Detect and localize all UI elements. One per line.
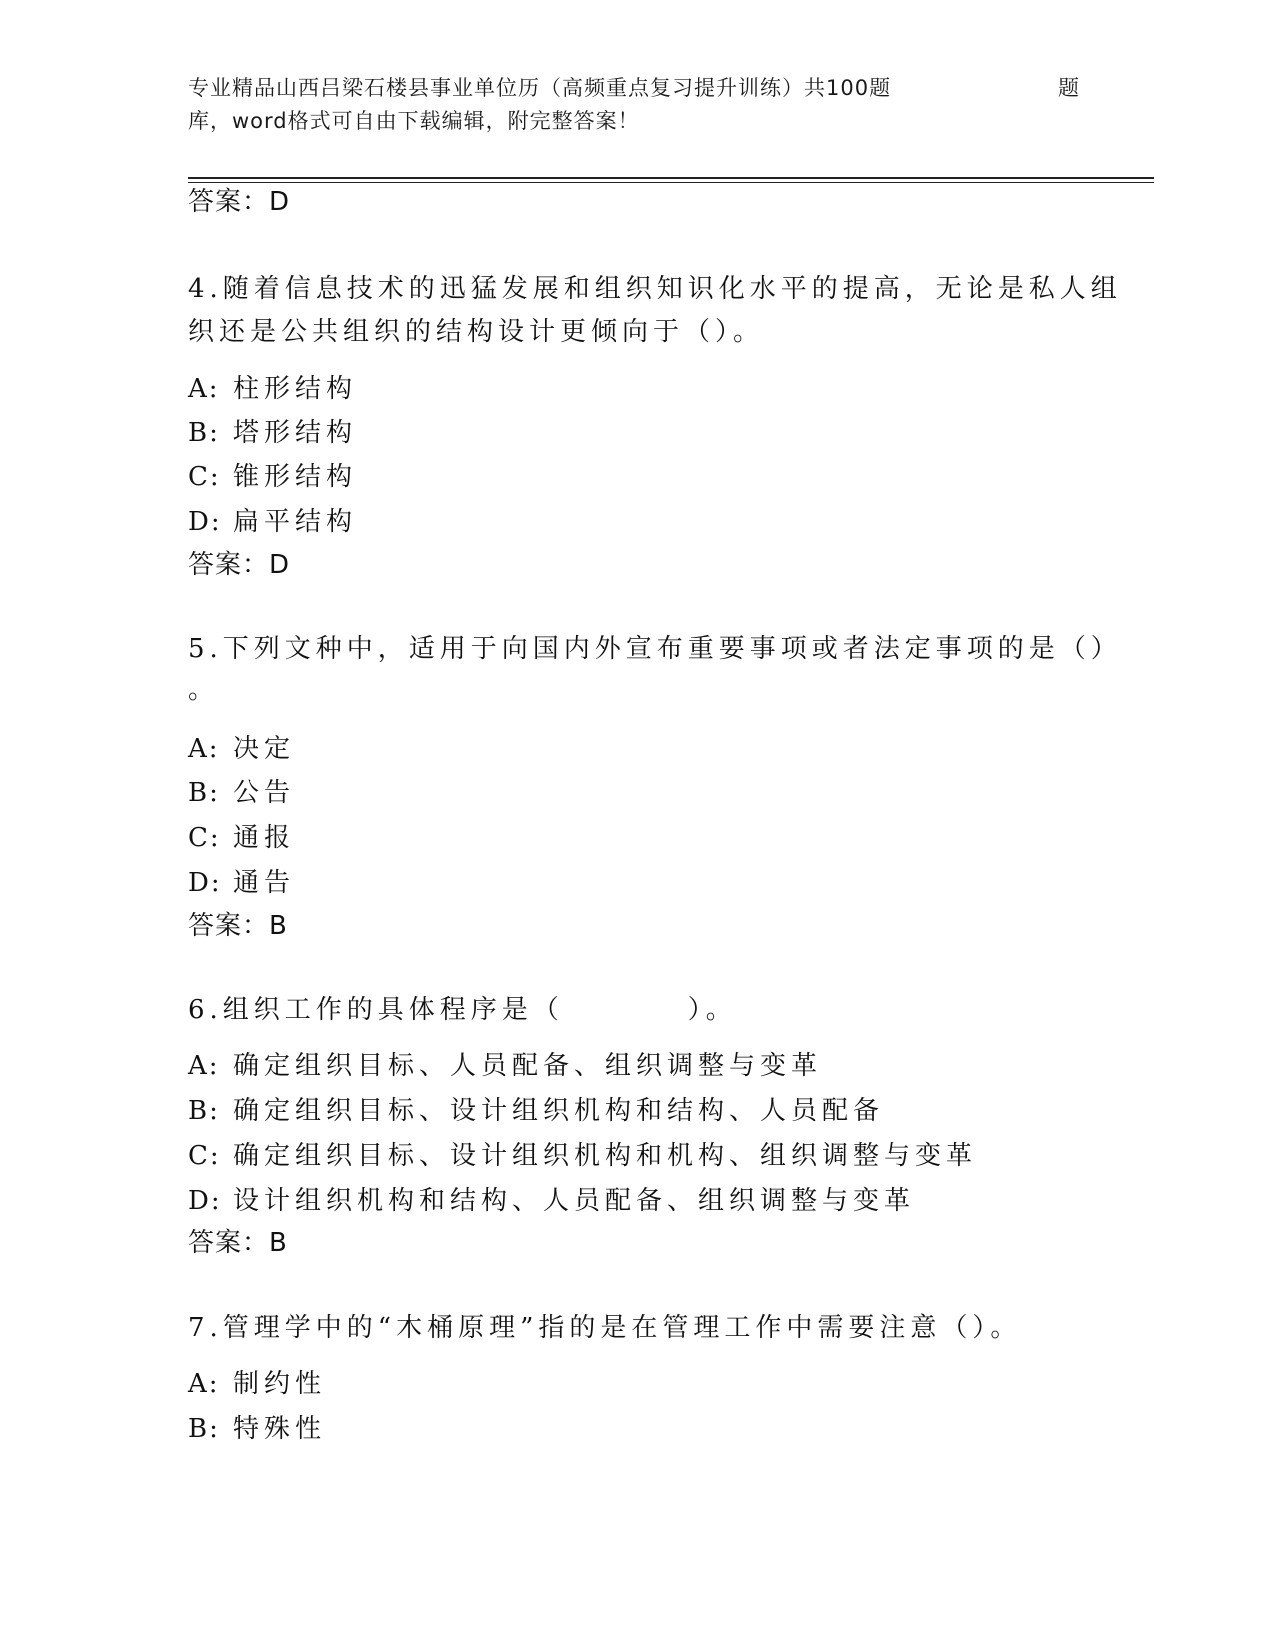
option-letter: A: xyxy=(188,1051,220,1081)
header-rule-thin xyxy=(188,182,1154,183)
option-text: 塔形结构 xyxy=(233,418,358,448)
option-letter: C: xyxy=(188,823,221,853)
option-letter: A: xyxy=(188,1369,220,1399)
option-text: 柱形结构 xyxy=(233,374,358,404)
option-letter: C: xyxy=(188,1141,221,1171)
question-6-option-c xyxy=(188,1141,977,1171)
question-7-option-a xyxy=(188,1369,326,1399)
option-letter: D: xyxy=(188,507,222,537)
option-letter: B: xyxy=(188,1096,220,1126)
question-5-stem-line-2: 。 xyxy=(188,675,220,705)
option-letter: C: xyxy=(188,462,221,492)
question-7-option-b xyxy=(188,1414,326,1444)
question-6-stem: 6.组织工作的具体程序是（ ）。 xyxy=(188,995,737,1025)
question-7-stem: 7.管理学中的“木桶原理”指的是在管理工作中需要注意（）。 xyxy=(188,1313,1022,1343)
header-title-tail: 题 xyxy=(1058,76,1080,100)
question-6-answer: 答案：B xyxy=(188,1228,288,1258)
option-text: 确定组织目标、设计组织机构和机构、组织调整与变革 xyxy=(233,1141,978,1171)
question-4-stem-line-1: 4.随着信息技术的迅猛发展和组织知识化水平的提高，无论是私人组 xyxy=(188,274,1122,304)
option-letter: B: xyxy=(188,778,220,808)
option-text: 决定 xyxy=(233,734,296,764)
option-text: 通告 xyxy=(233,868,296,898)
question-4-option-c xyxy=(188,462,357,492)
option-text: 确定组织目标、人员配备、组织调整与变革 xyxy=(233,1051,823,1081)
option-letter: A: xyxy=(188,734,220,764)
option-text: 通报 xyxy=(233,823,296,853)
question-4-stem-line-2: 织还是公共组织的结构设计更倾向于（）。 xyxy=(188,317,765,347)
option-text: 公告 xyxy=(233,778,296,808)
header-rule-thick xyxy=(188,177,1154,179)
document-header xyxy=(188,72,1088,138)
option-letter: B: xyxy=(188,1414,220,1444)
option-letter: A: xyxy=(188,374,220,404)
question-4-option-b xyxy=(188,418,357,448)
option-text: 确定组织目标、设计组织机构和结构、人员配备 xyxy=(233,1096,885,1126)
question-5-option-d xyxy=(188,868,295,898)
question-5-option-c xyxy=(188,823,295,853)
header-line-2: 库，word格式可自由下载编辑，附完整答案！ xyxy=(188,109,640,133)
option-text: 制约性 xyxy=(233,1369,327,1399)
question-5-answer: 答案：B xyxy=(188,911,288,941)
question-4-answer: 答案：D xyxy=(188,550,291,580)
option-letter: D: xyxy=(188,1186,222,1216)
answer-previous-question: 答案：D xyxy=(188,187,291,217)
header-line-1 xyxy=(188,72,1088,105)
question-4-option-a xyxy=(188,374,357,404)
question-6-option-a xyxy=(188,1051,822,1081)
option-letter: B: xyxy=(188,418,220,448)
question-6-option-d xyxy=(188,1186,915,1216)
question-5-option-b xyxy=(188,778,295,808)
question-4-option-d xyxy=(188,507,357,537)
question-5-option-a xyxy=(188,734,295,764)
option-text: 特殊性 xyxy=(233,1414,327,1444)
option-text: 扁平结构 xyxy=(233,507,358,537)
question-5-stem-line-1: 5.下列文种中，适用于向国内外宣布重要事项或者法定事项的是（） xyxy=(188,634,1122,664)
header-title-text: 专业精品山西吕梁石楼县事业单位历（高频重点复习提升训练）共100题 xyxy=(188,76,892,100)
option-text: 锥形结构 xyxy=(233,462,358,492)
option-letter: D: xyxy=(188,868,222,898)
option-text: 设计组织机构和结构、人员配备、组织调整与变革 xyxy=(233,1186,916,1216)
question-6-option-b xyxy=(188,1096,884,1126)
